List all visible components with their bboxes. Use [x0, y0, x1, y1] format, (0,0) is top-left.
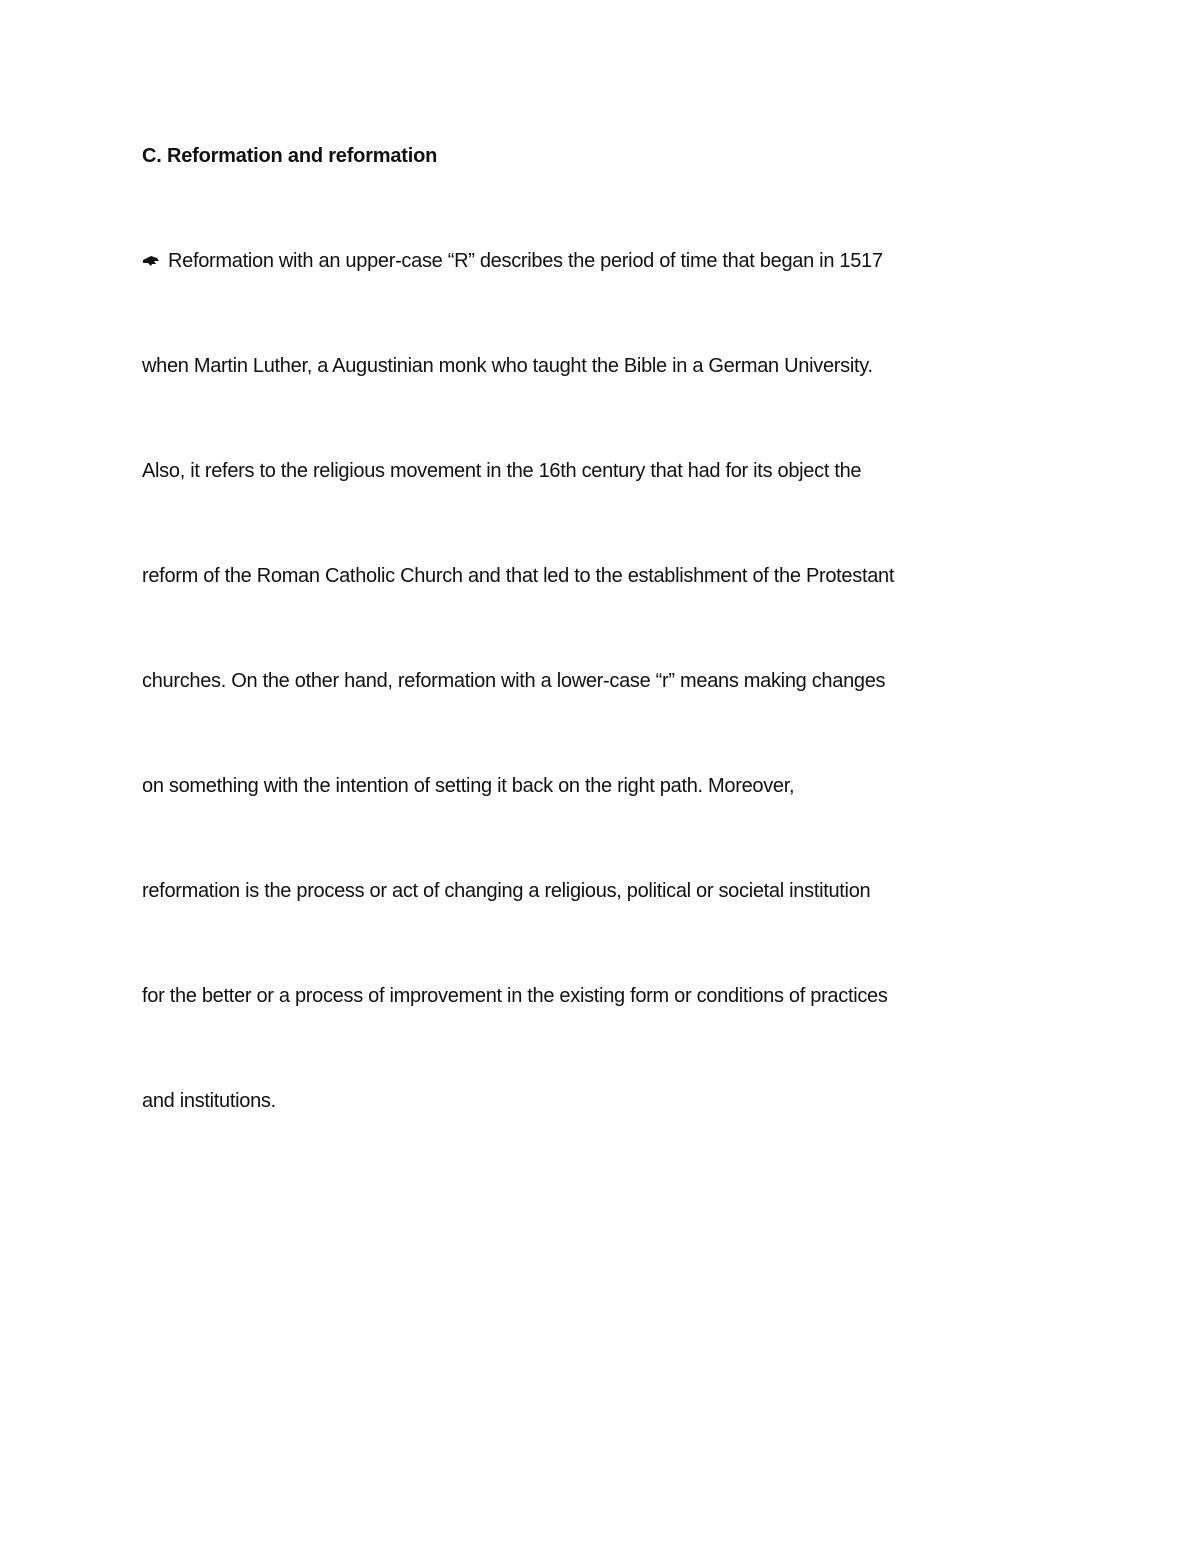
hand-pointer-icon — [142, 254, 160, 268]
text-line — [142, 245, 1042, 277]
text-line: when Martin Luther, a Augustinian monk who taught the Bible in a German University. — [142, 355, 873, 377]
section-heading: C. Reformation and reformation — [142, 145, 438, 167]
text-line: Also, it refers to the religious movement in the 16th century that had for its object the — [142, 460, 862, 482]
text-line: churches. On the other hand, reformation with a lower-case “r” means making changes — [142, 670, 886, 692]
document-body — [142, 140, 1042, 1190]
text-line: reformation is the process or act of changing a religious, political or societal institution — [142, 880, 871, 902]
text-line: and institutions. — [142, 1090, 276, 1112]
text-line: reform of the Roman Catholic Church and that led to the establishment of the Protestant — [142, 565, 895, 587]
text-line: on something with the intention of setting it back on the right path. Moreover, — [142, 775, 795, 797]
text-line: for the better or a process of improvement in the existing form or conditions of practices — [142, 985, 888, 1007]
paragraph — [142, 245, 1042, 1117]
text-line-content: Reformation with an upper-case “R” describes the period of time that began in 1517 — [168, 250, 883, 272]
